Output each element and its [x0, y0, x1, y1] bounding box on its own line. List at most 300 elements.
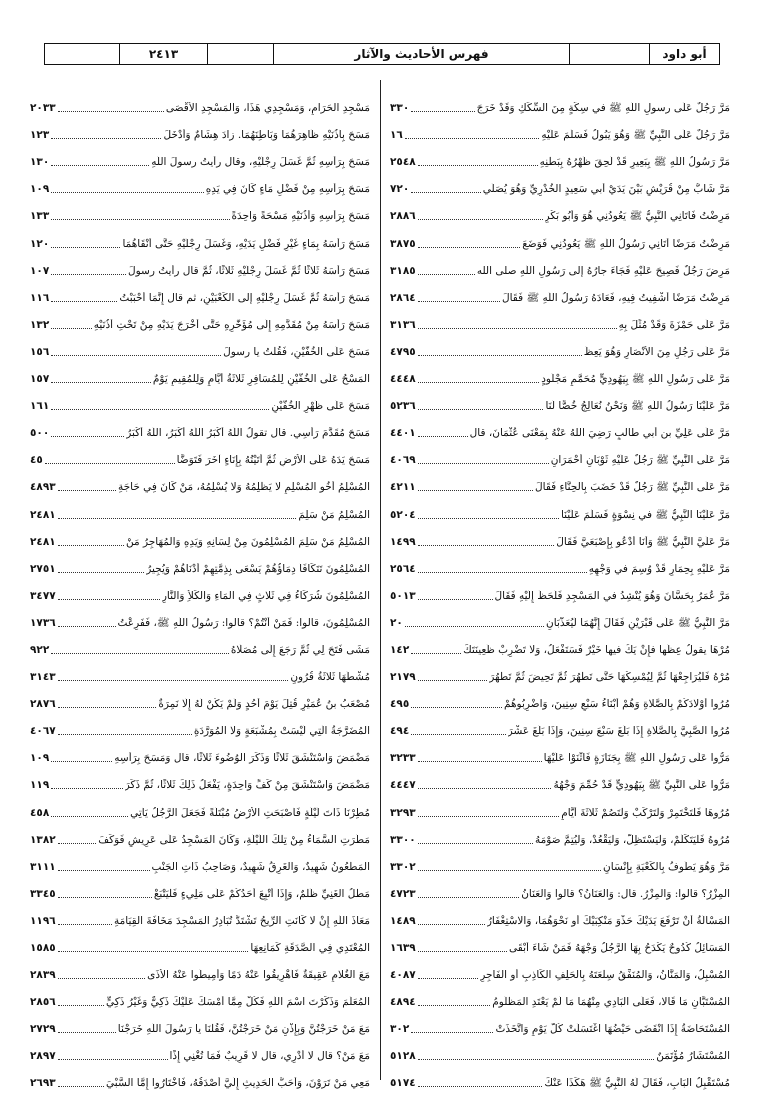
- entry-text: المَسْأَلَةُ أَنْ تَرْفَعَ يَدَيْكَ حَذْوَ مَنْكِبَيْكَ أو نَحْوَهُمَا، وَالاسْتِغْفَارُ: [486, 914, 730, 927]
- index-entry: [30, 549, 370, 576]
- leader-dots: [411, 734, 505, 735]
- entry-text: مَسَحَ رَأْسَهُ ثُمَّ غَسَلَ رِجْلَيْهِ إلى الكَعْبَيْنِ، ثم قال إِنَّمَا أَحْبَبْتُ: [119, 291, 370, 304]
- leader-dots: [51, 138, 161, 139]
- entry-text: مُرْهُ فَلْيُرَاجِعْهَا ثُمَّ لِيُمْسِكْهَا حَتَّى تَطْهُرَ ثُمَّ تَحِيضَ ثُمَّ تَطْهُرَ: [489, 671, 730, 684]
- hadith-number: ٢٤٨١: [30, 508, 56, 521]
- index-entry: [390, 142, 730, 169]
- entry-text: المِزْرُ؟ قالوا: وَالمِزْرُ. قال: وَالعَنَانُ؟ قالوا وَالعَنَانُ: [521, 887, 730, 900]
- entry-text: مَسَحَ يَدَهُ عَلَى الأَرْضِ ثُمَّ أَتَيْتُهُ بِإِنَاءٍ آخَرَ فَتَوَضَّأَ: [176, 454, 370, 467]
- hadith-number: ٢٧٢٩: [30, 1023, 56, 1036]
- header-spacer: [569, 44, 649, 64]
- leader-dots: [58, 1059, 168, 1060]
- entry-text: المُعْتَدِي فِي الصَّدَقَةِ كَمَانِعِهَا: [250, 942, 370, 954]
- index-entry: [390, 413, 730, 440]
- hadith-number: ١٠٩: [30, 183, 50, 196]
- hadith-number: ٤٢١١: [390, 481, 416, 494]
- entry-text: مَرَّ شَابٌّ مِنْ قُرَيْشٍ بَيْنَ يَدَيْ أبي سَعِيدٍ الخُدْرِيِّ وَهُوَ يُصَلِّي: [482, 183, 730, 196]
- leader-dots: [51, 816, 128, 817]
- leader-dots: [51, 355, 221, 356]
- index-entry: [30, 359, 370, 386]
- entry-text: مَرُّوا عَلَى رَسُولِ اللَّهِ ﷺ بِجَنَازَةٍ فَأَثْنَوْا عَلَيْهَا: [543, 752, 730, 765]
- hadith-number: ١٥٨٥: [30, 942, 56, 954]
- right-column: [390, 88, 730, 1090]
- index-entry: [390, 88, 730, 115]
- leader-dots: [58, 1005, 104, 1006]
- hadith-number: ١١٩: [30, 779, 50, 792]
- leader-dots: [58, 951, 249, 952]
- entry-text: مُصْعَبُ بنُ عُمَيْرٍ قُتِلَ يَوْمَ أُحُدٍ وَلَمْ يَكُنْ لَهُ إِلَّا نَمِرَةٌ: [158, 698, 370, 711]
- leader-dots: [418, 518, 559, 519]
- entry-text: مَرَّ رَجُلٌ عَلَى رسولِ اللَّهِ ﷺ في سِكَّةٍ مِنَ السِّكَكِ وَقَدْ خَرَجَ: [476, 102, 730, 115]
- leader-dots: [418, 843, 533, 844]
- index-entry: [390, 115, 730, 142]
- index-entry: [30, 115, 370, 142]
- leader-dots: [418, 409, 544, 410]
- leader-dots: [58, 1086, 104, 1087]
- leader-dots: [58, 599, 160, 600]
- hadith-number: ١٢٣: [30, 129, 50, 142]
- hadith-number: ١٠٧: [30, 264, 50, 277]
- entry-text: مَرَّ وَهُوَ يَطُوفُ بِالكَعْبَةِ بِإِنْسَانٍ: [603, 860, 730, 873]
- hadith-number: ٣٣٠٢: [390, 860, 416, 873]
- entry-text: المُسْلِمُ مَنْ سَلِمَ المُسْلِمُونَ مِنْ لِسَانِهِ وَيَدِهِ وَالمُهَاجِرُ مَنْ: [126, 535, 370, 548]
- index-entry: [30, 1063, 370, 1090]
- index-entry: [30, 765, 370, 792]
- entry-text: مَرَّ عُمَرُ بِحَسَّانَ وَهُوَ يُنْشِدُ في المَسْجِدِ فَلَحَظَ إِلَيْهِ فَقَالَ: [494, 589, 730, 602]
- hadith-number: ٤٩٥: [390, 698, 410, 711]
- entry-text: مُرُوا أَوْلادَكُمْ بِالصَّلاةِ وَهُمْ أَبْنَاءُ سَبْعِ سِنِينَ، وَاضْرِبُوهُمْ: [504, 698, 730, 711]
- hadith-number: ٤٩٤: [390, 725, 410, 738]
- entry-text: مَرِضْتُ مَرَضًا أُشْفِيتُ فِيهِ، فَعَادَهُ رَسُولُ اللَّهِ ﷺ فَقَالَ: [501, 291, 730, 304]
- leader-dots: [58, 1032, 116, 1033]
- leader-dots: [58, 734, 192, 735]
- hadith-number: ٥٢٠٤: [390, 508, 416, 521]
- index-entry: [390, 1009, 730, 1036]
- entry-text: مَرِضْتُ فَأَتَانِي النَّبِيُّ ﷺ يَعُودُنِي هُوَ وَأَبُو بَكْرٍ: [544, 210, 730, 223]
- leader-dots: [418, 897, 520, 898]
- hadith-number: ٤٧٩٥: [390, 345, 416, 358]
- leader-dots: [405, 626, 544, 627]
- index-entry: [30, 1009, 370, 1036]
- index-entry: [390, 1063, 730, 1090]
- entry-text: مَعِي مَنْ تَرَوْنَ، وَأَحَبُّ الحَدِيثِ إِلَيَّ أَصْدَقُهُ، فَاخْتَارُوا إِمَّا السَّبْيَ: [106, 1077, 370, 1090]
- leader-dots: [51, 382, 151, 383]
- entry-text: مُرُوا الصَّبِيَّ بِالصَّلاةِ إِذَا بَلَغَ سَبْعَ سِنِينَ، وَإِذَا بَلَغَ عَشْرَ: [507, 725, 730, 738]
- entry-text: المُسْتَحَاضَةُ إِذَا انْقَضَى حَيْضُهَا اغْتَسَلَتْ كُلَّ يَوْمٍ وَاتَّخَذَتْ: [495, 1023, 730, 1036]
- entry-text: مَشَى فَتَحَ لِي ثُمَّ رَجَعَ إِلَى مُصَلَّاهُ: [230, 643, 370, 656]
- hadith-number: ٣٣٠٠: [390, 833, 416, 846]
- entry-text: المُسْلِمُ أَخُو المُسْلِمِ لا يَظْلِمُهُ وَلا يُسْلِمُهُ، مَنْ كَانَ فِي حَاجَةِ: [118, 481, 370, 494]
- entry-text: مَرَّ رَسُولُ اللَّهِ ﷺ بِبَعِيرٍ قَدْ لَحِقَ ظَهْرُهُ بِبَطْنِهِ: [539, 156, 730, 169]
- entry-text: المُضَرَّجَةُ الَّتِي لَيْسَتْ بِمُشْبَعَةٍ وَلا المُوَرَّدَةِ: [193, 725, 370, 738]
- entry-text: المُسْلِمُونَ شُرَكَاءُ فِي ثَلاثٍ فِي المَاءِ وَالكَلأِ وَالنَّارِ: [161, 589, 370, 602]
- hadith-number: ٥١٧٤: [390, 1077, 416, 1090]
- leader-dots: [418, 328, 617, 329]
- hadith-number: ٢٨٧٦: [30, 698, 56, 711]
- index-entry: [30, 738, 370, 765]
- hadith-number: ٥١٢٨: [390, 1050, 416, 1063]
- leader-dots: [58, 490, 116, 491]
- leader-dots: [418, 816, 560, 817]
- leader-dots: [418, 572, 587, 573]
- index-entry: [390, 251, 730, 278]
- hadith-number: ٥٠١٣: [390, 589, 416, 602]
- book-name: أبو داود: [649, 44, 719, 64]
- leader-dots: [418, 1059, 655, 1060]
- entry-text: مَرَّ عَلَى النَّبِيِّ ﷺ رَجُلٌ قَدْ خَضَبَ بِالحِنَّاءِ فَقَالَ: [534, 481, 730, 494]
- entry-text: مَطْلُ الغَنِيِّ ظُلْمٌ، وَإِذَا أُتْبِعَ أَحَدُكُمْ عَلَى مَلِيءٍ فَلْيَتْبَعْ: [153, 887, 370, 900]
- page-header: [44, 43, 720, 65]
- entry-text: مَرَّ عَلَيْنَا النَّبِيُّ ﷺ في نِسْوَةٍ فَسَلَّمَ عَلَيْنَا: [560, 508, 730, 521]
- index-entry: [30, 440, 370, 467]
- hadith-number: ١١٦: [30, 291, 50, 304]
- index-entry: [30, 305, 370, 332]
- hadith-number: ٣١٣٦: [390, 318, 416, 331]
- index-entry: [30, 630, 370, 657]
- hadith-number: ١٠٩: [30, 752, 50, 765]
- index-entry: [390, 196, 730, 223]
- entry-text: مَسَحَ رَأْسَهُ مِنْ مُقَدَّمِهِ إِلَى مُؤَخَّرِهِ حَتَّى أَخْرَجَ يَدَيْهِ مِنْ تَحْتِ أُذُنَيْهِ: [93, 318, 370, 331]
- entry-text: مَسَحَ عَلَى الخُفَّيْنِ، فَقُلْتُ يا رسولَ: [223, 345, 370, 358]
- hadith-number: ٣١٨٥: [390, 264, 416, 277]
- hadith-number: ٢٨٥٦: [30, 996, 56, 1009]
- hadith-number: ٤٠٦٧: [30, 725, 56, 738]
- hadith-number: ٢٨٣٩: [30, 969, 56, 982]
- entry-text: مَسْجِدِ الحَرَامِ، وَمَسْجِدِي هَذَا، وَالمَسْجِدِ الأَقْصَى: [165, 102, 370, 115]
- leader-dots: [51, 436, 124, 437]
- leader-dots: [418, 545, 555, 546]
- index-entry: [30, 386, 370, 413]
- leader-dots: [58, 111, 164, 112]
- entry-text: المُسْبِلُ، وَالمَنَّانُ، وَالمُنَفِّقُ سِلْعَتَهُ بِالحَلِفِ الكَاذِبِ أو الفَاجِرِ: [480, 969, 730, 982]
- entry-text: مَرِضْتُ مَرَضًا أَتَانِي رَسُولُ اللَّهِ ﷺ يَعُودُنِي فَوَضَعَ: [522, 237, 730, 250]
- hadith-number: ١٣٣: [30, 210, 50, 223]
- leader-dots: [411, 1032, 493, 1033]
- index-entry: [390, 549, 730, 576]
- index-entry: [390, 928, 730, 955]
- entry-text: المُسْلِمُونَ تَتَكَافَأُ دِمَاؤُهُمْ يَسْعَى بِذِمَّتِهِمْ أَدْنَاهُمْ وَيُجِيرُ: [146, 562, 370, 575]
- hadith-number: ٢٨٨٦: [390, 210, 416, 223]
- index-entry: [390, 792, 730, 819]
- hadith-number: ١٦١: [30, 400, 50, 413]
- entry-text: مَسَحَ بِرَأْسِهِ وَأُذُنَيْهِ مَسْحَةً وَاحِدَةً: [231, 210, 370, 223]
- index-entry: [30, 196, 370, 223]
- index-entry: [390, 169, 730, 196]
- leader-dots: [51, 219, 229, 220]
- entry-text: المَطْعُونُ شَهِيدٌ، وَالغَرِقُ شَهِيدٌ، وَصَاحِبُ ذَاتِ الجَنْبِ: [151, 860, 370, 873]
- leader-dots: [418, 788, 552, 789]
- leader-dots: [51, 192, 204, 193]
- leader-dots: [411, 111, 474, 112]
- entry-text: مَرَّ عَلَيَّ النَّبِيُّ ﷺ وَأَنَا أَدْعُو بِإِصْبَعَيَّ فَقَالَ: [556, 535, 730, 548]
- index-entry: [30, 522, 370, 549]
- index-entry: [390, 657, 730, 684]
- leader-dots: [418, 274, 475, 275]
- entry-text: مَرِضَ رَجُلٌ فَصِيحَ عَلَيْهِ فَجَاءَ جارُهُ إلى رَسُولِ اللَّهِ صلى الله: [476, 264, 730, 277]
- hadith-number: ٤٤٤٧: [390, 779, 416, 792]
- index-entry: [30, 223, 370, 250]
- leader-dots: [58, 545, 124, 546]
- hadith-number: ١٤٩٩: [390, 535, 416, 548]
- entry-text: مَسَحَ مُقَدَّمَ رَأْسِي. قال تقولُ اللَّهُ أَكْبَرُ اللَّهُ أَكْبَرُ، اللَّهُ أَكْبَرُ: [126, 427, 370, 440]
- entry-text: مَطَرَتِ السَّمَاءُ مِنْ تِلْكَ اللَّيْلَةِ، وَكَانَ المَسْجِدُ عَلَى عَرِيشٍ فَوَكَفَ: [98, 833, 370, 846]
- index-entry: [30, 982, 370, 1009]
- entry-text: مَعَ الغُلامِ عَقِيقَةٌ فَأَهْرِيقُوا عَنْهُ دَمًا وَأَمِيطُوا عَنْهُ الأَذَى: [147, 969, 370, 982]
- hadith-number: ٤٤٠١: [390, 427, 416, 440]
- index-entry: [390, 684, 730, 711]
- hadith-number: ٤٨٩٣: [30, 481, 56, 494]
- column-divider: [380, 80, 381, 1080]
- hadith-number: ٢١٧٩: [390, 671, 416, 684]
- hadith-number: ١٦٣٩: [390, 942, 416, 954]
- index-entry: [390, 386, 730, 413]
- leader-dots: [58, 978, 146, 979]
- index-entry: [30, 413, 370, 440]
- hadith-number: ٢٨٩٧: [30, 1050, 56, 1063]
- entry-text: مُرْهَا يقولُ عِظُها فإِنْ يَكُ فيها خَيْرٌ فَسَتَفْعَلُ، وَلا تَضْرِبْ ظَعِينَتَكَ: [463, 643, 730, 656]
- index-entry: [390, 982, 730, 1009]
- index-entry: [390, 359, 730, 386]
- hadith-number: ٣١١١: [30, 860, 56, 873]
- index-entry: [30, 494, 370, 521]
- leader-dots: [58, 924, 112, 925]
- hadith-number: ٢٠: [390, 616, 403, 629]
- index-entry: [390, 847, 730, 874]
- hadith-number: ١٧٣٦: [30, 616, 56, 629]
- leader-dots: [45, 463, 175, 464]
- page-number: ٢٤١٣: [119, 44, 207, 64]
- index-entry: [30, 278, 370, 305]
- leader-dots: [418, 247, 521, 248]
- entry-text: مَرَّ عَلَى عَلِيِّ بن أبي طالبٍ رَضِيَ اللهُ عَنْهُ بِمَعْنَى عُثْمَانَ، قال: [469, 427, 730, 440]
- leader-dots: [418, 382, 540, 383]
- index-entry: [30, 657, 370, 684]
- leader-dots: [418, 951, 507, 952]
- leader-dots: [418, 761, 542, 762]
- hadith-number: ٤٠٦٩: [390, 454, 416, 467]
- entry-text: مَرَّ عَلَى رَجُلٍ مِنَ الأَنْصَارِ وَهُوَ يَعِظُ: [583, 345, 730, 358]
- entry-text: مَسَحَ بِأُذُنَيْهِ ظَاهِرَهُمَا وَبَاطِنَهُمَا. زادَ هِشَامٌ وَأَدْخَلَ: [163, 129, 370, 142]
- index-entry: [390, 765, 730, 792]
- entry-text: مَعَاذَ اللَّهِ إِنْ لا كَانَتِ الرِّيحُ تَشْتَدُّ تُبَادِرُ المَسْجِدَ مَخَافَةَ القِيَامَةِ: [114, 914, 370, 927]
- hadith-number: ٢٥٦٤: [390, 562, 416, 575]
- entry-text: مَسَحَ رَأْسَهُ ثَلاثًا ثُمَّ غَسَلَ رِجْلَيْهِ ثَلاثًا، ثُمَّ قال رأيتُ رسولَ: [127, 264, 370, 277]
- index-entry: [30, 847, 370, 874]
- entry-text: مَرَّ عَلَيْنَا رَسُولُ اللَّهِ ﷺ وَنَحْنُ نُعَالِجُ خُصًّا لَنَا: [545, 400, 730, 413]
- hadith-number: ٢٤٨١: [30, 535, 56, 548]
- index-entry: [390, 223, 730, 250]
- leader-dots: [418, 490, 533, 491]
- index-entry: [390, 1036, 730, 1063]
- entry-text: المُسْلِمُ مَنْ سَلِمَ: [298, 508, 370, 521]
- index-entry: [30, 901, 370, 928]
- hadith-number: ١٤٢: [390, 643, 410, 656]
- index-entry: [30, 711, 370, 738]
- index-entry: [30, 603, 370, 630]
- hadith-number: ٤٧٢٣: [390, 887, 416, 900]
- hadith-number: ٤٥: [30, 454, 43, 467]
- entry-text: مَرَّ عَلَى النَّبِيِّ ﷺ رَجُلٌ عَلَيْهِ ثَوْبَانِ أَحْمَرَانِ: [550, 454, 730, 467]
- hadith-number: ٣١٤٣: [30, 671, 56, 684]
- hadith-number: ٧٢٠: [390, 183, 410, 196]
- leader-dots: [51, 165, 149, 166]
- entry-text: مَرَّ عَلَى حَمْزَةَ وَقَدْ مُثِّلَ بِهِ: [618, 318, 730, 331]
- entry-text: المُسْتَشَارُ مُؤْتَمَنٌ: [656, 1050, 730, 1063]
- hadith-number: ٢٦٩٣: [30, 1077, 56, 1090]
- leader-dots: [418, 219, 543, 220]
- index-entry: [30, 88, 370, 115]
- leader-dots: [418, 165, 538, 166]
- header-spacer: [207, 44, 273, 64]
- leader-dots: [58, 897, 152, 898]
- leader-dots: [411, 707, 502, 708]
- left-column: [30, 88, 370, 1090]
- index-entry: [390, 711, 730, 738]
- entry-text: مَسَحَ رَأْسَهُ بِمَاءٍ غَيْرِ فَضْلِ يَدَيْهِ، وَغَسَلَ رِجْلَيْهِ حَتَّى أَنْقَاهُمَا: [122, 237, 370, 250]
- header-spacer: [45, 44, 119, 64]
- index-entry: [390, 630, 730, 657]
- entry-text: مَسَحَ بِرَأْسِهِ مِنْ فَضْلِ مَاءٍ كَانَ فِي يَدِهِ: [205, 183, 370, 196]
- leader-dots: [58, 707, 157, 708]
- index-entry: [390, 467, 730, 494]
- leader-dots: [51, 761, 112, 762]
- leader-dots: [418, 978, 479, 979]
- hadith-number: ٢٥٤٨: [390, 156, 416, 169]
- index-entry: [30, 955, 370, 982]
- index-entry: [390, 522, 730, 549]
- index-entry: [30, 169, 370, 196]
- hadith-number: ١٣٨٢: [30, 833, 56, 846]
- hadith-number: ٣٢٣٣: [390, 752, 416, 765]
- index-entry: [30, 576, 370, 603]
- entry-text: المَسَائِلُ كُدُوحٌ يَكْدَحُ بِهَا الرَّجُلُ وَجْهَهُ فَمَنْ شَاءَ أَبْقَى: [509, 942, 730, 954]
- index-entry: [390, 440, 730, 467]
- leader-dots: [418, 436, 468, 437]
- index-title: فهرس الأحاديث والآثار: [273, 44, 569, 64]
- index-entry: [30, 874, 370, 901]
- leader-dots: [418, 924, 485, 925]
- index-entry: [390, 305, 730, 332]
- hadith-number: ٩٢٢: [30, 643, 50, 656]
- entry-text: مُطِرْنَا ذَاتَ لَيْلَةٍ فَأَصْبَحَتِ الأَرْضُ مُبْتَلَّةً فَجَعَلَ الرَّجُلُ يَأْتِي: [130, 806, 370, 819]
- leader-dots: [418, 301, 500, 302]
- hadith-number: ٢٠٣٣: [30, 102, 56, 115]
- leader-dots: [411, 653, 461, 654]
- hadith-number: ٣٠٢: [390, 1023, 410, 1036]
- entry-text: مَسَحَ عَلَى ظَهْرِ الخُفَّيْنِ: [271, 400, 370, 413]
- leader-dots: [51, 301, 117, 302]
- hadith-number: ٢٨٦٤: [390, 291, 416, 304]
- leader-dots: [411, 192, 480, 193]
- hadith-number: ١٦: [390, 129, 403, 142]
- entry-text: مَرَّ رَجُلٌ عَلَى النَّبِيِّ ﷺ وَهُوَ يَبُولُ فَسَلَّمَ عَلَيْهِ: [541, 129, 730, 142]
- hadith-number: ١٢٠: [30, 237, 50, 250]
- hadith-number: ١٣٢: [30, 318, 50, 331]
- hadith-number: ٤٤٤٨: [390, 373, 416, 386]
- leader-dots: [418, 463, 549, 464]
- leader-dots: [58, 843, 97, 844]
- index-entry: [30, 792, 370, 819]
- index-entry: [30, 142, 370, 169]
- index-entry: [30, 928, 370, 955]
- entry-text: مَسَحَ بِرَأْسِهِ ثُمَّ غَسَلَ رِجْلَيْهِ، وقال رأيتُ رسولَ اللَّهِ: [151, 156, 370, 169]
- entry-text: المُعَلَّمَ وَذَكَرْتَ اسْمَ اللَّهِ فَكُلْ مِمَّا أَمْسَكَ عَلَيْكَ ذَكِيٌّ وَغَيْرُ ذَكِيٍّ: [106, 996, 370, 1009]
- index-entry: [390, 576, 730, 603]
- index-entry: [30, 820, 370, 847]
- leader-dots: [58, 518, 297, 519]
- entry-text: مَضْمَضَ وَاسْتَنْشَقَ مِنْ كَفٍّ وَاحِدَةٍ، يَفْعَلُ ذَلِكَ ثَلاثًا، ثُمَّ ذَكَرَ: [124, 779, 370, 792]
- leader-dots: [418, 355, 582, 356]
- index-entry: [390, 332, 730, 359]
- index-entry: [30, 251, 370, 278]
- index-entry: [30, 467, 370, 494]
- entry-text: المُسْتَبَّانِ مَا قَالا، فَعَلَى البَادِي مِنْهُمَا مَا لَمْ يَعْتَدِ المَظْلُومُ: [492, 996, 730, 1009]
- leader-dots: [51, 274, 126, 275]
- leader-dots: [418, 1005, 491, 1006]
- entry-text: مُشْطُهَا ثَلاثَةُ قُرُونٍ: [290, 671, 370, 684]
- leader-dots: [418, 1086, 543, 1087]
- entry-text: مَرَّ عَلَى رَسُولِ اللَّهِ ﷺ بِيَهُودِيٍّ مُحَمَّمٍ مَجْلُودٍ: [541, 373, 730, 386]
- index-entry: [390, 820, 730, 847]
- hadith-number: ٥٢٣٦: [390, 400, 416, 413]
- index-entry: [30, 1036, 370, 1063]
- hadith-number: ٤٥٨: [30, 806, 50, 819]
- entry-text: مَرُّوا عَلَى النَّبِيِّ ﷺ بِيَهُودِيٍّ قَدْ حُمِّمَ وَجْهُهُ: [553, 779, 730, 792]
- leader-dots: [51, 328, 92, 329]
- index-entry: [390, 901, 730, 928]
- leader-dots: [51, 653, 229, 654]
- hadith-number: ٣٢٩٣: [390, 806, 416, 819]
- hadith-number: ٥٠٠: [30, 427, 50, 440]
- index-entry: [30, 684, 370, 711]
- hadith-number: ١٥٧: [30, 373, 50, 386]
- index-entry: [390, 874, 730, 901]
- index-entry: [390, 603, 730, 630]
- entry-text: مَرَّ النَّبِيُّ ﷺ عَلَى قَبْرَيْنِ فَقَالَ إِنَّهُمَا لَيُعَذَّبَانِ: [546, 616, 730, 629]
- leader-dots: [418, 870, 601, 871]
- leader-dots: [58, 870, 150, 871]
- index-entry: [390, 278, 730, 305]
- hadith-number: ٤٠٨٧: [390, 969, 416, 982]
- hadith-number: ٣٣٠: [390, 102, 410, 115]
- hadith-number: ٣٤٧٧: [30, 589, 56, 602]
- leader-dots: [58, 626, 116, 627]
- entry-text: مُرُوهَا فَلْتَخْتَمِرْ وَلْتَرْكَبْ وَلْتَصُمْ ثَلاثَةَ أَيَّامٍ: [561, 806, 730, 819]
- entry-text: مَضْمَضَ وَاسْتَنْشَقَ ثَلاثًا وَذَكَرَ الوُضُوءَ ثَلاثًا، قال وَمَسَحَ بِرَأْسِهِ: [114, 752, 370, 765]
- hadith-number: ٣٨٧٥: [390, 237, 416, 250]
- hadith-number: ١٣٠: [30, 156, 50, 169]
- index-entry: [390, 494, 730, 521]
- leader-dots: [418, 599, 493, 600]
- leader-dots: [58, 572, 145, 573]
- index-entry: [390, 738, 730, 765]
- index-entry: [30, 332, 370, 359]
- hadith-number: ١١٩٦: [30, 914, 56, 927]
- hadith-number: ٤٨٩٤: [390, 996, 416, 1009]
- hadith-number: ١٥٦: [30, 345, 50, 358]
- leader-dots: [418, 680, 488, 681]
- hadith-number: ٣٣٤٥: [30, 887, 56, 900]
- entry-text: مَرَّ عَلَيْهِ بِحِمَارٍ قَدْ وُسِمَ في وَجْهِهِ: [588, 562, 730, 575]
- entry-text: المَسْحُ عَلَى الخُفَّيْنِ لِلْمُسَافِرِ ثَلاثَةُ أَيَّامٍ وَلِلْمُقِيمِ يَوْمٌ: [152, 373, 370, 386]
- leader-dots: [51, 247, 120, 248]
- hadith-number: ٢٧٥١: [30, 562, 56, 575]
- entry-text: مَعَ مَنْ؟ قال لا أَدْرِي، قال لا قَرِيبٌ فَمَا تُغْنِي إِذًا: [169, 1050, 370, 1063]
- entry-text: المُسْلِمُونَ، قالوا: فَمَنْ أَنْتُمْ؟ قالوا: رَسُولُ اللَّهِ ﷺ، فَفَرِعْتُ: [117, 616, 370, 629]
- leader-dots: [405, 138, 540, 139]
- entry-text: مُرُوهُ فَلْيَتَكَلَّمْ، وَلْيَسْتَظِلَّ، وَلْيَقْعُدْ، وَلْيُتِمَّ صَوْمَهُ: [535, 833, 730, 846]
- leader-dots: [58, 680, 289, 681]
